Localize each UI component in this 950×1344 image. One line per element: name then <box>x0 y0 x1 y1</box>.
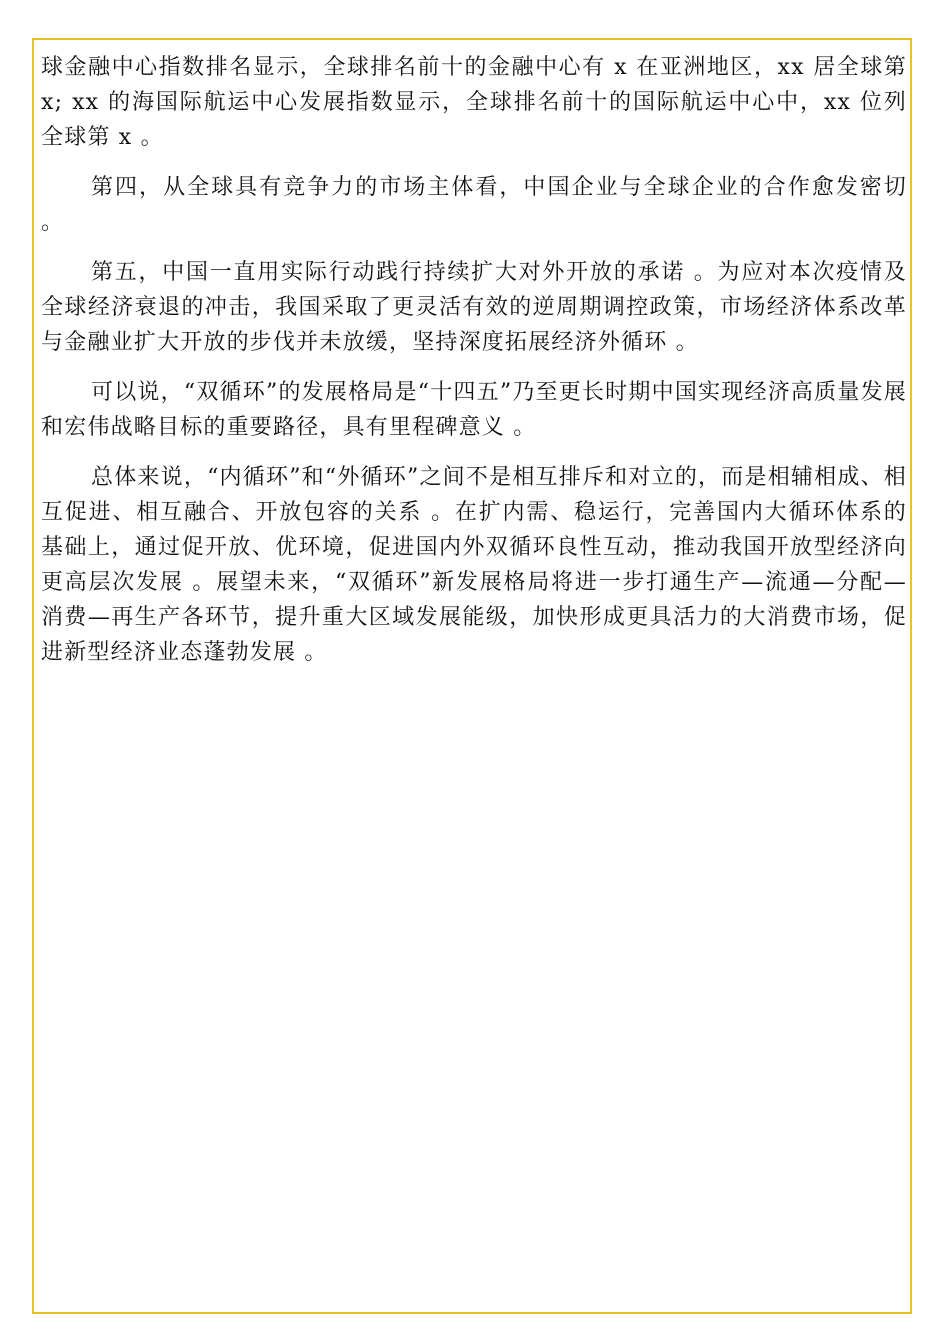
paragraph-continuation: 球金融中心指数排名显示，全球排名前十的金融中心有 x 在亚洲地区，xx 居全球第 x; xx 的海国际航运中心发展指数显示，全球排名前十的国际航运中心中，xx 位列全球第 x 。 <box>41 55 907 150</box>
document-body <box>41 50 907 685</box>
paragraph-conclusion: 总体来说，“内循环”和“外循环”之间不是相互排斥和对立的，而是相辅相成、相互促进、相互融合、开放包容的关系 。在扩内需、稳运行，完善国内大循环体系的基础上，通过促开放、优环境，促进国内外双循环良性互动，推动我国开放型经济向更高层次发展 。展望未来，“双循环”新发展格局将进一步打通生产—流通—分配—消费—再生产各环节，提升重大区域发展能级，加快形成更具活力的大消费市场，促进新型经济业态蓬勃发展 。 <box>41 465 907 665</box>
paragraph-fourth-point: 第四，从全球具有竞争力的市场主体看，中国企业与全球企业的合作愈发密切 。 <box>41 175 907 235</box>
paragraph-fifth-point: 第五，中国一直用实际行动践行持续扩大对外开放的承诺 。为应对本次疫情及全球经济衰退的冲击，我国采取了更灵活有效的逆周期调控政策，市场经济体系改革与金融业扩大开放的步伐并未放缓，坚持深度拓展经济外循环 。 <box>41 260 907 355</box>
paragraph-dual-circulation-significance: 可以说，“双循环”的发展格局是“十四五”乃至更长时期中国实现经济高质量发展和宏伟战略目标的重要路径，具有里程碑意义 。 <box>41 380 907 440</box>
